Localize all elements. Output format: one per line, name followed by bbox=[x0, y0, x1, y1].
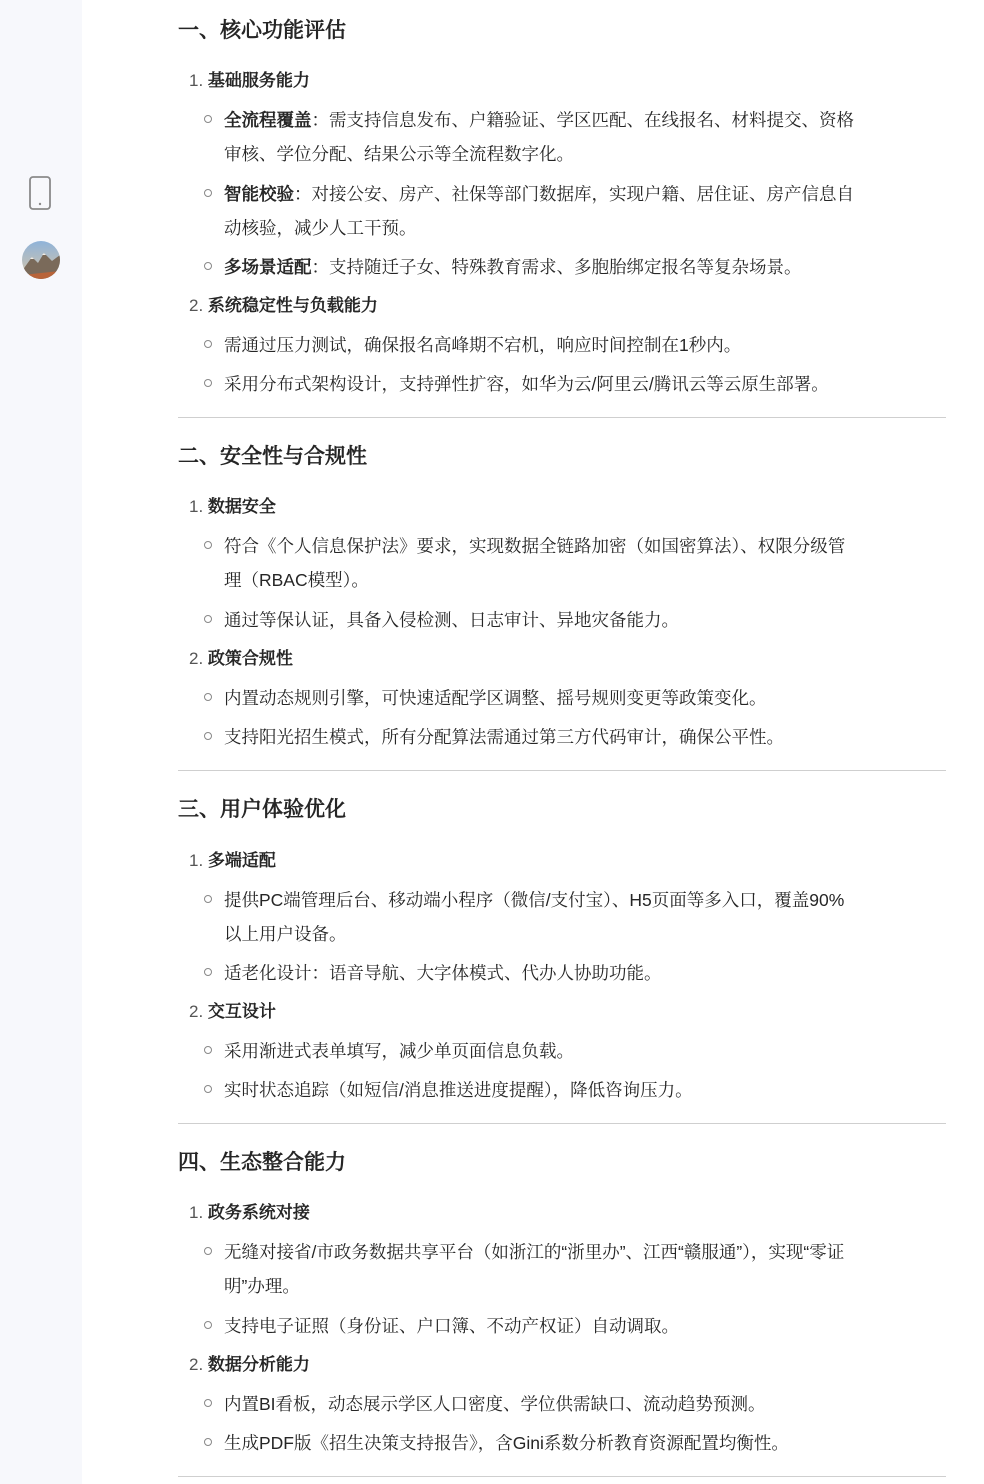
sub-heading: 2. 系统稳定性与负载能力 bbox=[189, 296, 378, 315]
bullet-icon bbox=[204, 693, 212, 701]
sub-heading: 1. 多端适配 bbox=[189, 851, 276, 870]
list-item: 无缝对接省/市政务数据共享平台（如浙江的“浙里办”、江西“赣服通”），实现“零证 明”办理。 bbox=[224, 1235, 942, 1303]
sub-heading: 1. 政务系统对接 bbox=[189, 1203, 310, 1222]
sidebar bbox=[0, 0, 82, 1484]
section-heading: 一、核心功能评估 bbox=[178, 19, 346, 42]
bullet-icon bbox=[204, 541, 212, 549]
phone-icon[interactable] bbox=[27, 175, 53, 211]
sub-heading: 2. 交互设计 bbox=[189, 1002, 276, 1021]
list-item: 提供PC端管理后台、移动端小程序（微信/支付宝）、H5页面等多入口，覆盖90% 以上用户设备。 bbox=[224, 883, 942, 951]
bullet-icon bbox=[204, 189, 212, 197]
list-item: 实时状态追踪（如短信/消息推送进度提醒），降低咨询压力。 bbox=[224, 1073, 942, 1107]
list-item: 内置BI看板，动态展示学区人口密度、学位供需缺口、流动趋势预测。 bbox=[224, 1387, 942, 1421]
sub-heading: 1. 基础服务能力 bbox=[189, 71, 310, 90]
bullet-icon bbox=[204, 115, 212, 123]
list-item: 采用渐进式表单填写，减少单页面信息负载。 bbox=[224, 1034, 942, 1068]
bullet-icon bbox=[204, 1046, 212, 1054]
list-item: 适老化设计：语音导航、大字体模式、代办人协助功能。 bbox=[224, 956, 942, 990]
section-divider bbox=[178, 1123, 946, 1124]
list-item: 生成PDF版《招生决策支持报告》，含Gini系数分析教育资源配置均衡性。 bbox=[224, 1426, 942, 1460]
bullet-icon bbox=[204, 1438, 212, 1446]
list-item: 符合《个人信息保护法》要求，实现数据全链路加密（如国密算法）、权限分级管 理（RBAC模型）。 bbox=[224, 529, 942, 597]
section-heading: 二、安全性与合规性 bbox=[178, 445, 367, 468]
list-item: 多场景适配：支持随迁子女、特殊教育需求、多胞胎绑定报名等复杂场景。 bbox=[224, 250, 942, 284]
bullet-icon bbox=[204, 968, 212, 976]
section-divider bbox=[178, 417, 946, 418]
sub-heading: 1. 数据安全 bbox=[189, 497, 276, 516]
list-item: 智能校验：对接公安、房产、社保等部门数据库，实现户籍、居住证、房产信息自 动核验，减少人工干预。 bbox=[224, 177, 942, 245]
bullet-icon bbox=[204, 732, 212, 740]
list-item: 通过等保认证，具备入侵检测、日志审计、异地灾备能力。 bbox=[224, 603, 942, 637]
bullet-icon bbox=[204, 262, 212, 270]
sub-heading: 2. 政策合规性 bbox=[189, 649, 293, 668]
section-divider bbox=[178, 770, 946, 771]
bullet-icon bbox=[204, 1321, 212, 1329]
section-heading: 三、用户体验优化 bbox=[178, 798, 346, 821]
list-item: 全流程覆盖：需支持信息发布、户籍验证、学区匹配、在线报名、材料提交、资格 审核、学位分配、结果公示等全流程数字化。 bbox=[224, 103, 942, 171]
avatar[interactable] bbox=[22, 241, 60, 279]
bullet-icon bbox=[204, 340, 212, 348]
bullet-icon bbox=[204, 1247, 212, 1255]
section-divider bbox=[178, 1476, 946, 1477]
bullet-icon bbox=[204, 379, 212, 387]
list-item: 支持阳光招生模式，所有分配算法需通过第三方代码审计，确保公平性。 bbox=[224, 720, 942, 754]
section-heading: 四、生态整合能力 bbox=[178, 1151, 346, 1174]
bullet-icon bbox=[204, 895, 212, 903]
list-item: 采用分布式架构设计，支持弹性扩容，如华为云/阿里云/腾讯云等云原生部署。 bbox=[224, 367, 942, 401]
bullet-icon bbox=[204, 1399, 212, 1407]
sub-heading: 2. 数据分析能力 bbox=[189, 1355, 310, 1374]
list-item: 需通过压力测试，确保报名高峰期不宕机，响应时间控制在1秒内。 bbox=[224, 328, 942, 362]
list-item: 支持电子证照（身份证、户口簿、不动产权证）自动调取。 bbox=[224, 1309, 942, 1343]
list-item: 内置动态规则引擎，可快速适配学区调整、摇号规则变更等政策变化。 bbox=[224, 681, 942, 715]
bullet-icon bbox=[204, 615, 212, 623]
bullet-icon bbox=[204, 1085, 212, 1093]
